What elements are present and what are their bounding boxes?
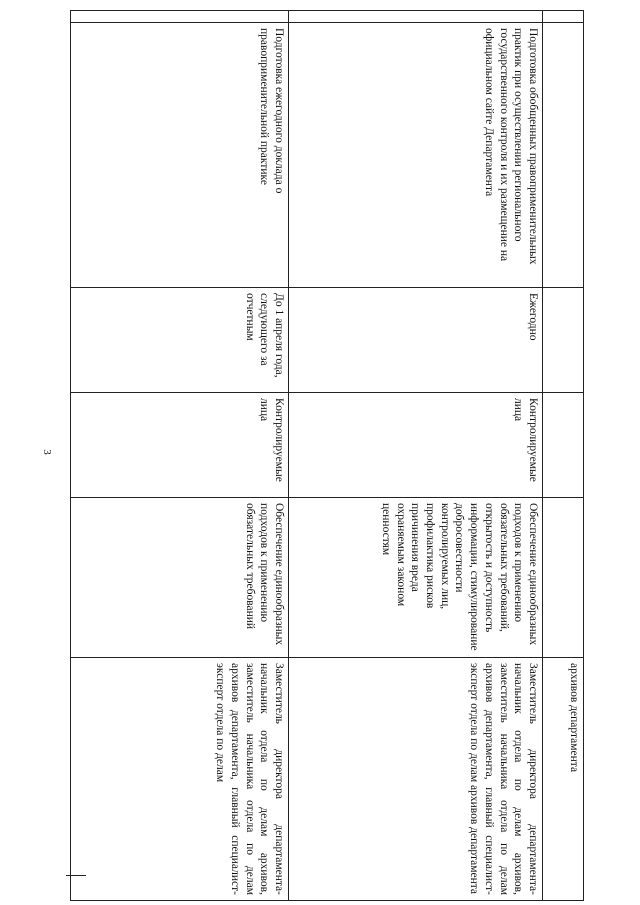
result-cell: Обеспечение единообразных подходов к применению обязательных требований: [71, 498, 289, 658]
subjects-cell: [543, 393, 584, 498]
executor-cell: Заместитель директора департамента-начальник отдела по делам архивов, заместитель начальника отдела по делам архивов департамента, главный специалист-эксперт отдела по делам архивов департамента: [289, 658, 543, 901]
footer-rule: [66, 875, 86, 876]
rotated-table-sheet: [71, 10, 584, 900]
plan-table: [70, 10, 584, 901]
row-number-cell: [289, 11, 543, 23]
task-cell: [543, 23, 584, 288]
page-number: 3: [40, 449, 53, 455]
task-cell: Подготовка ежегодного доклада о правоприменительной практике: [71, 23, 289, 288]
row-number-cell: [543, 11, 584, 23]
subjects-cell: Контролируемые лица: [289, 393, 543, 498]
deadline-cell: До 1 апреля года, следующего за отчетным: [71, 288, 289, 393]
table-row: [71, 11, 289, 901]
executor-cell: архивов департамента: [543, 658, 584, 901]
table-row: [543, 11, 584, 901]
table-row: [289, 11, 543, 901]
row-number-cell: [71, 11, 289, 23]
result-cell: Обеспечение единообразных подходов к применению обязательных требований, открытость и доступность информации, стимулирование добросовестности контролируемых лиц, профилактика рисков причинения вреда охраняемым законом ценностям: [289, 498, 543, 658]
executor-cell: Заместитель директора департамента-начальник отдела по делам архивов, заместитель начальника отдела по делам архивов департамента, главный специалист-эксперт отдела по делам: [71, 658, 289, 901]
deadline-cell: Ежегодно: [289, 288, 543, 393]
subjects-cell: Контролируемые лица: [71, 393, 289, 498]
result-cell: [543, 498, 584, 658]
task-cell: Подготовка обобщенных правоприменительных практик при осуществлении регионального государственного контроля и их размещение на официальном сайте Департамента: [289, 23, 543, 288]
deadline-cell: [543, 288, 584, 393]
